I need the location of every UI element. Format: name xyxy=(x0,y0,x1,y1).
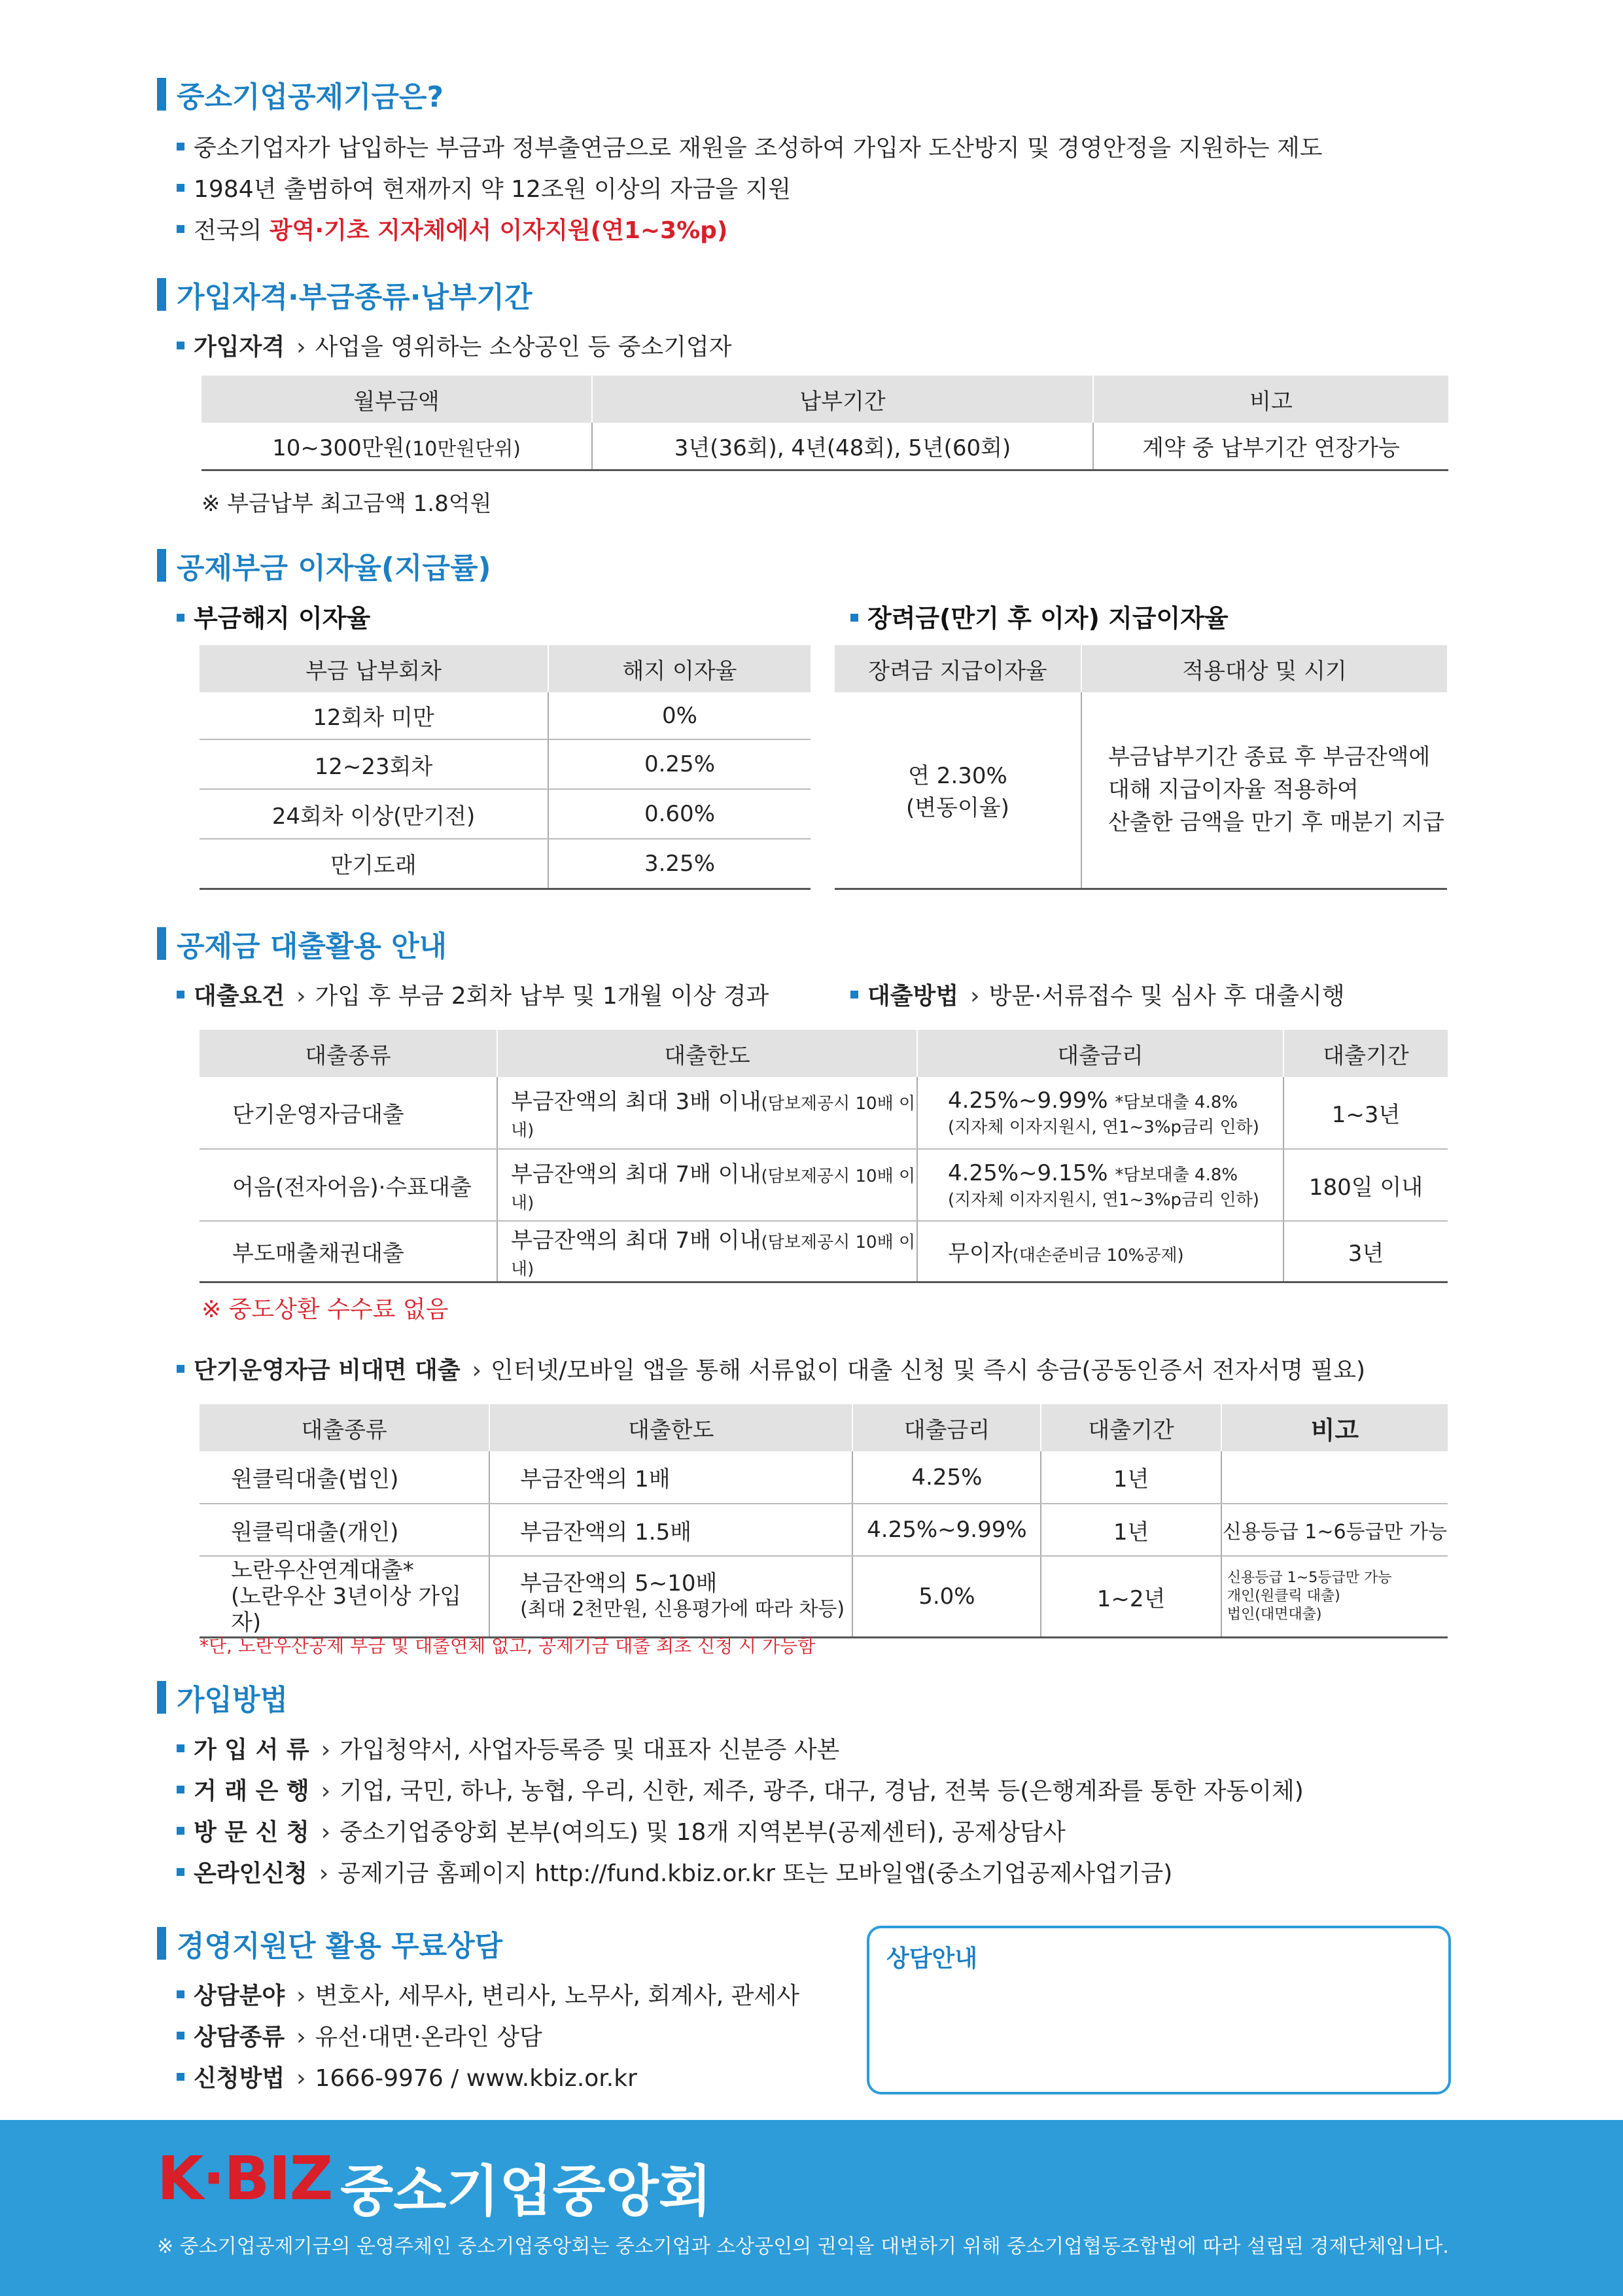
incentive-rate-table: 장려금 지급이자율 적용대상 및 시기 연 2.30% (변동이율) 부금납부기간 종료 후 부금잔액에 대해 지급이자율 적용하여 산출한 금액을 만기 후 매분기 지급 xyxy=(835,645,1447,890)
join-item-visit: 방 문 신 청 › 중소기업중앙회 본부(여의도) 및 18개 지역본부(공제센터), 공제상담사 xyxy=(177,1814,1066,1847)
section-title-consulting: 경영지원단 활용 무료상담 xyxy=(157,1922,502,1964)
join-item-banks: 거 래 은 행 › 기업, 국민, 하나, 농협, 우리, 신한, 제주, 광주, 대구, 경남, 전북 등(은행계좌를 통한 자동이체) xyxy=(177,1773,1304,1806)
table-row: 원클릭대출(개인) 부금잔액의 1.5배 4.25%~9.99% 1년 신용등급 1~6등급만 가능 xyxy=(200,1504,1448,1556)
org-name: 중소기업중앙회 xyxy=(340,2159,712,2223)
intro-line-3: 전국의 광역·기초 지자체에서 이자지원(연1~3%p) xyxy=(177,212,727,245)
consult-type-line: 상담종류 › 유선·대면·온라인 상담 xyxy=(177,2019,542,2052)
table-row: 원클릭대출(법인) 부금잔액의 1배 4.25% 1년 xyxy=(200,1451,1448,1504)
qualification-line: 가입자격 › 사업을 영위하는 소상공인 등 중소기업자 xyxy=(177,328,731,362)
subscription-table: 월부금액 납부기간 비고 10~300만원(10만원단위) 3년(36회), 4년(48회), 5년(60회) 계약 중 납부기간 연장가능 xyxy=(201,376,1448,471)
consult-info-box xyxy=(867,1926,1451,2094)
loan-table: 대출종류 대출한도 대출금리 대출기간 단기운영자금대출 부금잔액의 최대 3배 이내(담보제공시 10배 이내) 4.25%~9.99% *담보대출 4.8% (지자체 이자지원시, 연1~3%p금리 인하) 1~3년 어음(전자어음)·수표대출 부금잔액의 최대 7배 이내(담보제공시 10배 이내) 4.25%~9.15% *담보대출 4.8% (지자체 이자지원시, 연1~3%p금리 인하) 180일 이내 부도매출채권대출 부금잔액의 최대 7배 이내(담보제공시 10배 이내) 무이자(대손준비금 10%공제) 3년 xyxy=(200,1030,1448,1283)
consult-field-line: 상담분야 › 변호사, 세무사, 변리사, 노무사, 회계사, 관세사 xyxy=(177,1977,799,2011)
kbiz-logo: K·BIZ xyxy=(157,2144,332,2214)
online-loan-line: 단기운영자금 비대면 대출 › 인터넷/모바일 앱을 통해 서류없이 대출 신청 및 즉시 송금(공동인증서 전자서명 필요) xyxy=(177,1352,1365,1385)
section-title-join: 가입방법 xyxy=(157,1676,288,1718)
termination-rate-table: 부금 납부회차 해지 이자율 12회차 미만 0% 12~23회차 0.25% 24회차 이상(만기전) 0.60% 만기도래 3.25% xyxy=(200,645,811,890)
footer xyxy=(0,2120,1623,2296)
intro-line-2: 1984년 출범하여 현재까지 약 12조원 이상의 자금을 지원 xyxy=(177,171,791,204)
section-title-eligibility: 가입자격·부금종류·납부기간 xyxy=(157,274,532,315)
loan-method-line: 대출방법 › 방문·서류접수 및 심사 후 대출시행 xyxy=(850,978,1345,1011)
max-payment-note: ※ 부금납부 최고금액 1.8억원 xyxy=(201,491,492,517)
section-title-interest: 공제부금 이자율(지급률) xyxy=(157,544,491,586)
consult-apply-line: 신청방법 › 1666-9976 / www.kbiz.or.kr xyxy=(177,2060,637,2093)
consult-info-title: 상담안내 xyxy=(886,1945,978,1972)
join-item-online: 온라인신청 › 공제기금 홈페이지 http://fund.kbiz.or.kr 또는 모바일앱(중소기업공제사업기금) xyxy=(177,1855,1172,1888)
table-row: 어음(전자어음)·수표대출 부금잔액의 최대 7배 이내(담보제공시 10배 이내) 4.25%~9.15% *담보대출 4.8% (지자체 이자지원시, 연1~3%p금리 인하) 180일 이내 xyxy=(200,1149,1448,1221)
intro-line-1: 중소기업자가 납입하는 부금과 정부출연금으로 재원을 조성하여 가입자 도산방지 및 경영안정을 지원하는 제도 xyxy=(177,130,1323,163)
table-row: 노란우산연계대출* (노란우산 3년이상 가입자) 부금잔액의 5~10배 (최대 2천만원, 신용평가에 따라 차등) 5.0% 1~2년 신용등급 1~5등급만 가능 개인(원클릭 대출) 법인(대면대출) xyxy=(200,1556,1448,1638)
section-title-loan: 공제금 대출활용 안내 xyxy=(157,923,447,964)
section-title-fund: 중소기업공제기금은? xyxy=(157,73,444,115)
join-item-documents: 가 입 서 류 › 가입청약서, 사업자등록증 및 대표자 신분증 사본 xyxy=(177,1731,839,1765)
table-row: 단기운영자금대출 부금잔액의 최대 3배 이내(담보제공시 10배 이내) 4.25%~9.99% *담보대출 4.8% (지자체 이자지원시, 연1~3%p금리 인하) 1~3년 xyxy=(200,1077,1448,1149)
incentive-rate-subtitle: 장려금(만기 후 이자) 지급이자율 xyxy=(850,598,1229,634)
termination-rate-subtitle: 부금해지 이자율 xyxy=(177,598,370,634)
footer-note: ※ 중소기업공제기금의 운영주체인 중소기업중앙회는 중소기업과 소상공인의 권익을 대변하기 위해 중소기업협동조합법에 따라 설립된 경제단체입니다. xyxy=(157,2235,1449,2258)
online-loan-note: *단, 노란우산공제 부금 및 대출연체 없고, 공제기금 대출 최초 신청 시 가능함 xyxy=(200,1635,816,1657)
loan-requirement-line: 대출요건 › 가입 후 부금 2회차 납부 및 1개월 이상 경과 xyxy=(177,978,769,1011)
early-repayment-note: ※ 중도상환 수수료 없음 xyxy=(201,1296,449,1323)
online-loan-table: 대출종류 대출한도 대출금리 대출기간 비고 원클릭대출(법인) 부금잔액의 1배 4.25% 1년 원클릭대출(개인) 부금잔액의 1.5배 4.25%~9.99% 1년 신용등급 1~6등급만 가능 노란우산연계대출* (노란우산 3년이상 가입자) 부금잔액의 5~10배 (최대 2천만원, 신용평가에 따라 차등) 5.0% 1~2년 신용등급 1~5등급만 가능 개인(원클릭 대출) 법인(대면대출) xyxy=(200,1404,1448,1638)
table-row: 부도매출채권대출 부금잔액의 최대 7배 이내(담보제공시 10배 이내) 무이자(대손준비금 10%공제) 3년 xyxy=(200,1221,1448,1282)
